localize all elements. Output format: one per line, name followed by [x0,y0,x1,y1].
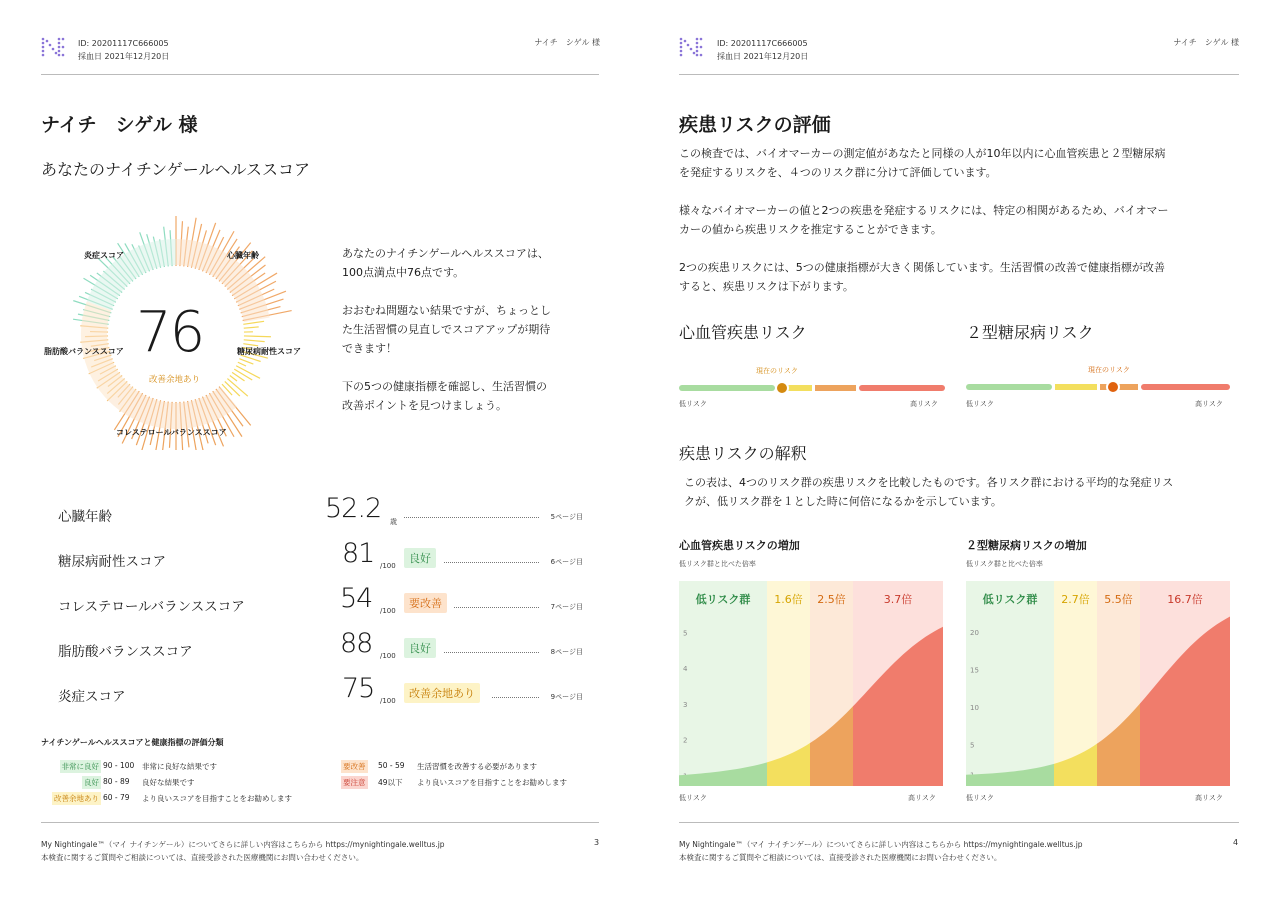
para-line: を発症するリスクを、４つのリスク群に分けて評価しています。 [679,166,997,179]
risk-intro-text [679,144,1244,296]
y-tick-label: 10 [970,704,979,713]
header-date: 採血日 2021年12月20日 [717,52,809,61]
dotted-leader [404,517,539,518]
legend-desc: 生活習慣を改善する必要があります [417,762,537,771]
legend-range: 50 - 59 [378,761,405,770]
current-risk-label: 現在のリスク [1088,366,1130,374]
high-risk-label: 高リスク [910,400,938,408]
score-value: 75 [342,673,375,704]
score-label: 糖尿病耐性スコア [58,554,166,570]
intro-line: 100点満点中76点です。 [342,266,465,279]
risk-segment-low [679,385,775,391]
legend-range: 49以下 [378,778,403,787]
legend-title: ナイチンゲールヘルススコアと健康指標の評価分類 [41,738,224,747]
header-divider [679,74,1239,75]
intro-line: 改善ポイントを見つけましょう。 [342,399,507,412]
risk-segment-high [815,385,856,391]
footer [41,838,445,864]
para-line: すると、疾患リスクは下がります。 [679,280,854,293]
risk-multiplier-label: 2.5倍 [817,593,846,606]
wheel-ray [244,336,271,337]
cvd-chart-subtitle: 低リスク群と比べた倍率 [679,560,756,568]
score-row-inflammation [58,673,583,713]
footer-note: 本検査に関するご質問やご相談については、直接受診された医療機関にお問い合わせください。 [41,853,364,862]
wheel-label-fatty-acid: 脂肪酸バランススコア [44,347,124,356]
header-id-block [717,37,808,63]
legend-tag-text: 良好 [84,778,99,787]
risk-segment-low [966,384,1052,390]
chart-xlabel-low: 低リスク [966,794,994,802]
legend-tag-room [41,792,101,805]
wheel-ray [230,376,237,381]
chart-xlabel-low: 低リスク [679,794,707,802]
para-line: 2つの疾患リスクには、5つの健康指標が大きく関係しています。生活習慣の改善で健康指標が改善 [679,261,1165,274]
page-right [640,0,1280,907]
y-tick-label: 4 [683,665,688,674]
risk-page-title: 疾患リスクの評価 [679,114,831,136]
risk-segment-very-high [1141,384,1230,390]
score-value: 88 [340,628,373,659]
legend-desc: 非常に良好な結果です [142,762,217,771]
interp-line: クが、低リスク群を１とした時に何倍になるかを示しています。 [684,495,1002,508]
y-tick-label: 5 [970,741,975,750]
status-badge: 改善余地あり [404,683,480,703]
diabetes-risk-bar [966,379,1230,395]
risk-segment-very-high [859,385,945,391]
diabetes-chart-title: ２型糖尿病リスクの増加 [966,539,1087,552]
header-id-block [78,37,169,63]
risk-multiplier-label: 低リスク群 [695,593,751,606]
risk-group-column [966,581,1054,786]
risk-group-column [679,581,767,786]
legend-desc: より良いスコアを目指すことをお勧めします [417,778,567,787]
page-reference-link[interactable]: 6ページ目 [550,558,583,566]
diabetes-risk-chart [966,581,1230,786]
intro-line: できます！ [342,342,397,355]
legend-tag-text: 要改善 [343,762,366,771]
interpretation-text [684,473,1249,511]
legend-tag-text: 要注意 [343,778,366,787]
para-spacer [679,182,1244,201]
page-number: 3 [594,838,600,847]
para-line: 様々なバイオマーカーの値と2つの疾患を発症するリスクには、特定の相関があるため、バイオマー [679,204,1169,217]
score-row-heart-age [58,493,583,533]
legend-tag-text: 改善余地あり [54,794,99,803]
dotted-leader [492,697,539,698]
score-unit: /100 [380,697,396,705]
y-tick-label: 2 [683,736,688,745]
header-patient-name: ナイチ シゲル 様 [534,38,600,47]
y-tick-label: 3 [683,700,688,709]
total-score-badge: 改善余地あり [149,375,201,385]
wheel-ray [244,340,265,342]
score-label: 心臓年齢 [58,509,112,525]
status-badge: 良好 [404,548,436,568]
risk-multiplier-label: 16.7倍 [1167,593,1203,606]
header-patient-name: ナイチ シゲル 様 [1173,38,1239,47]
status-badge: 要改善 [404,593,447,613]
header-date: 採血日 2021年12月20日 [78,52,170,61]
risk-multiplier-label: 1.6倍 [774,593,803,606]
diabetes-chart-subtitle: 低リスク群と比べた倍率 [966,560,1043,568]
score-row-fatty-acid [58,628,583,668]
risk-multiplier-label: 低リスク群 [982,593,1038,606]
risk-multiplier-label: 5.5倍 [1104,593,1133,606]
score-intro-text [342,244,592,415]
page-reference-link[interactable]: 7ページ目 [550,603,583,611]
header-divider [41,74,599,75]
header-id: ID: 20201117C666005 [717,39,808,48]
dotted-leader [444,652,539,653]
legend-tag-text: 非常に良好 [61,762,99,771]
dotted-leader [444,562,539,563]
chart-xlabel-high: 高リスク [1195,794,1223,802]
page-title: ナイチ シゲル 様 [41,114,198,136]
page-reference-link[interactable]: 9ページ目 [550,693,583,701]
wheel-ray [243,321,264,324]
intro-spacer [342,358,592,377]
cvd-risk-bar [679,380,945,396]
wheel-label-heart-age: 心臓年齢 [227,251,259,260]
para-spacer [679,239,1244,258]
nightingale-logo-icon [679,37,705,59]
intro-line: 下の5つの健康指標を確認し、生活習慣の [342,380,547,393]
chart-xlabel-high: 高リスク [908,794,936,802]
legend-tag-improve [341,760,368,773]
score-label: 炎症スコア [58,689,126,705]
risk-segment-mid [1055,384,1097,390]
legend-range: 60 - 79 [103,793,130,802]
intro-line: おおむね問題ない結果ですが、ちょっとし [342,304,551,317]
current-risk-label: 現在のリスク [756,367,798,375]
health-score-subtitle: あなたのナイチンゲールヘルススコア [41,160,310,179]
page-reference-link[interactable]: 5ページ目 [550,513,583,521]
y-tick-label: 5 [683,629,688,638]
wheel-ray [234,369,252,380]
cvd-risk-chart [679,581,943,786]
score-value: 81 [342,538,375,569]
score-unit: /100 [380,607,396,615]
para-line: この検査では、バイオマーカーの測定値があなたと同様の人が10年以内に心血管疾患と２型糖尿病 [679,147,1166,160]
score-row-diabetes [58,538,583,578]
intro-spacer [342,282,592,301]
high-risk-label: 高リスク [1195,400,1223,408]
cvd-risk-title: 心血管疾患リスク [679,323,807,342]
status-badge: 良好 [404,638,436,658]
diabetes-risk-title: ２型糖尿病リスク [966,323,1094,342]
wheel-label-diabetes: 糖尿病耐性スコア [237,347,301,356]
y-tick-label: 15 [970,666,979,675]
page-reference-link[interactable]: 8ページ目 [550,648,583,656]
cvd-chart-title: 心血管疾患リスクの増加 [679,539,800,552]
current-risk-marker [1107,381,1119,393]
para-line: カーの値から疾患リスクを推定することができます。 [679,223,942,236]
footer-link-line[interactable]: My Nightingale™（マイ ナイチンゲール）についてさらに詳しい内容はこちらから https://mynightingale.welltus.jp [41,840,445,849]
wheel-ray [238,362,246,366]
legend-tag-caution [341,776,368,789]
current-risk-marker [776,382,788,394]
intro-line: あなたのナイチンゲールヘルススコアは、 [342,247,549,260]
score-label: 脂肪酸バランススコア [58,644,193,660]
page-number: 4 [1233,838,1239,847]
score-unit: /100 [380,562,396,570]
dotted-leader [454,607,539,608]
score-row-cholesterol [58,583,583,623]
score-value: 52.2 [325,493,382,524]
legend-range: 90 - 100 [103,761,135,770]
footer [679,838,1083,864]
score-value: 54 [340,583,373,614]
legend-desc: 良好な結果です [142,778,195,787]
footer-divider [679,822,1239,823]
risk-multiplier-label: 3.7倍 [883,593,913,606]
legend-tag-very-good [41,760,101,773]
interpretation-title: 疾患リスクの解釈 [679,444,807,463]
header-id: ID: 20201117C666005 [78,39,169,48]
low-risk-label: 低リスク [679,400,707,408]
legend-range: 80 - 89 [103,777,130,786]
wheel-label-inflammation: 炎症スコア [84,251,124,260]
wheel-ray [244,327,259,328]
wheel-label-cholesterol: コレステロールバランススコア [116,428,227,437]
low-risk-label: 低リスク [966,400,994,408]
nightingale-logo-icon [41,37,67,59]
score-unit: /100 [380,652,396,660]
risk-multiplier-label: 2.7倍 [1061,593,1090,606]
score-label: コレステロールバランススコア [58,599,245,615]
score-unit: 歳 [390,518,397,526]
footer-divider [41,822,599,823]
footer-link-line[interactable]: My Nightingale™（マイ ナイチンゲール）についてさらに詳しい内容はこちらから https://mynightingale.welltus.jp [679,840,1083,849]
intro-line: た生活習慣の見直しでスコアアップが期待 [342,323,551,336]
legend-desc: より良いスコアを目指すことをお勧めします [142,794,292,803]
y-tick-label: 20 [970,629,979,638]
footer-note: 本検査に関するご質問やご相談については、直接受診された医療機関にお問い合わせください。 [679,853,1002,862]
legend-tag-good [41,776,101,789]
interp-line: この表は、4つのリスク群の疾患リスクを比較したものです。各リスク群における平均的な発症リス [684,476,1174,489]
total-score: 76 [136,300,204,365]
